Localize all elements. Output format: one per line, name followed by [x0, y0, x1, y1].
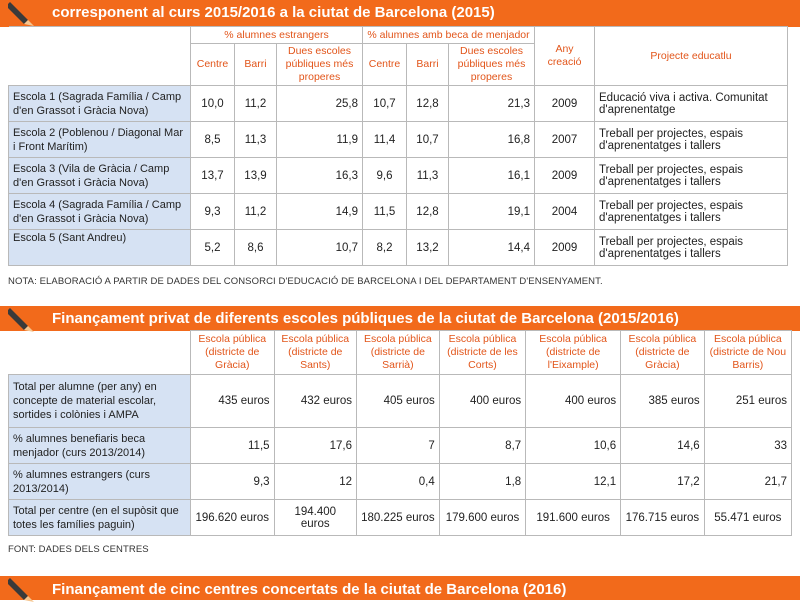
cell-value: 17,6: [274, 428, 356, 464]
scholarship-barri-value: 12,8: [407, 194, 449, 230]
cell-value: 17,2: [621, 464, 705, 500]
cell-value: 7: [356, 428, 439, 464]
cell-value: 12: [274, 464, 356, 500]
scholarship-barri-value: 13,2: [407, 230, 449, 266]
scholarship-centre-value: 11,4: [363, 122, 407, 158]
scholarship-nearby-value: 21,3: [449, 86, 535, 122]
year-value: 2004: [535, 194, 595, 230]
school-name: Escola 1 (Sagrada Família / Camp d'en Grassot i Gràcia Nova): [9, 86, 191, 122]
nearby-schools-header: Dues escoles públiques més properes: [277, 44, 363, 86]
row-label: % alumnes benefiaris beca menjador (curs 2013/2014): [9, 428, 191, 464]
section1-note: NOTA: ELABORACIÓ A PARTIR DE DADES DEL CONSORCI D'EDUCACIÓ DE BARCELONA I DEL DEPARTAMENT D'ENSENYAMENT.: [8, 276, 603, 287]
cell-value: 435 euros: [191, 375, 275, 428]
project-value: Treball per projectes, espais d'aprenentatges i tallers: [595, 158, 788, 194]
year-value: 2009: [535, 86, 595, 122]
cell-value: 176.715 euros: [621, 500, 705, 536]
year-value: 2009: [535, 158, 595, 194]
foreign-barri-value: 8,6: [235, 230, 277, 266]
foreign-centre-value: 13,7: [191, 158, 235, 194]
foreign-centre-value: 10,0: [191, 86, 235, 122]
cell-value: 11,5: [191, 428, 275, 464]
cell-value: 251 euros: [704, 375, 791, 428]
table-corner: [9, 27, 191, 86]
cell-value: 33: [704, 428, 791, 464]
school-name: Escola 4 (Sagrada Família / Camp d'en Grassot i Gràcia Nova): [9, 194, 191, 230]
section2-title: Finançament privat de diferents escoles públiques de la ciutat de Barcelona (2015/2016): [52, 310, 679, 327]
cell-value: 14,6: [621, 428, 705, 464]
cell-value: 400 euros: [526, 375, 621, 428]
project-header: Projecte educatlu: [595, 27, 788, 86]
cell-value: 55.471 euros: [704, 500, 791, 536]
row-label: % alumnes estrangers (curs 2013/2014): [9, 464, 191, 500]
scholarship-centre-value: 11,5: [363, 194, 407, 230]
foreign-centre-value: 5,2: [191, 230, 235, 266]
column-header: Escola pública (districte de Sarrià): [356, 331, 439, 375]
scholarship-barri-value: 12,8: [407, 86, 449, 122]
school-comparison-table: [8, 26, 788, 266]
column-header: Escola pública (districte de Sants): [274, 331, 356, 375]
foreign-barri-value: 11,2: [235, 194, 277, 230]
scholarship-header: % alumnes amb beca de menjador: [363, 27, 535, 44]
foreign-barri-value: 13,9: [235, 158, 277, 194]
scholarship-nearby-value: 19,1: [449, 194, 535, 230]
year-value: 2009: [535, 230, 595, 266]
cell-value: 191.600 euros: [526, 500, 621, 536]
cell-value: 12,1: [526, 464, 621, 500]
cell-value: 21,7: [704, 464, 791, 500]
cell-value: 196.620 euros: [191, 500, 275, 536]
table-corner: [9, 331, 191, 375]
cell-value: 8,7: [439, 428, 525, 464]
cell-value: 400 euros: [439, 375, 525, 428]
foreign-nearby-value: 14,9: [277, 194, 363, 230]
table-row: [9, 194, 788, 230]
column-header: Escola pública (districte de l'Eixample): [526, 331, 621, 375]
table-row: [9, 500, 792, 536]
cell-value: 180.225 euros: [356, 500, 439, 536]
section2-source: FONT: DADES DELS CENTRES: [8, 544, 149, 555]
cell-value: 432 euros: [274, 375, 356, 428]
cell-value: 194.400 euros: [274, 500, 356, 536]
scholarship-nearby-value: 14,4: [449, 230, 535, 266]
section3-title: Finançament de cinc centres concertats de la ciutat de Barcelona (2016): [52, 581, 567, 598]
cell-value: 0,4: [356, 464, 439, 500]
foreign-nearby-value: 11,9: [277, 122, 363, 158]
column-header: Escola pública (districte de Nou Barris): [704, 331, 791, 375]
scholarship-barri-value: 10,7: [407, 122, 449, 158]
project-value: Treball per projectes, espais d'aprenentatges i tallers: [595, 230, 788, 266]
cell-value: 1,8: [439, 464, 525, 500]
column-header: Escola pública (districte de les Corts): [439, 331, 525, 375]
centre-header: Centre: [191, 44, 235, 86]
column-header: Escola pública (districte de Gràcia): [191, 331, 275, 375]
cell-value: 10,6: [526, 428, 621, 464]
table-row: [9, 428, 792, 464]
scholarship-nearby-value: 16,8: [449, 122, 535, 158]
school-name: Escola 2 (Poblenou / Diagonal Mar i Front Marítim): [9, 122, 191, 158]
foreign-barri-value: 11,2: [235, 86, 277, 122]
foreign-students-header: % alumnes estrangers: [191, 27, 363, 44]
project-value: Treball per projectes, espais d'aprenentatges i tallers: [595, 122, 788, 158]
foreign-centre-value: 9,3: [191, 194, 235, 230]
scholarship-centre-value: 8,2: [363, 230, 407, 266]
scholarship-centre-value: 9,6: [363, 158, 407, 194]
row-label: Total per centre (en el supòsit que totes les famílies paguin): [9, 500, 191, 536]
foreign-nearby-value: 10,7: [277, 230, 363, 266]
year-header: Any creació: [535, 27, 595, 86]
cell-value: 179.600 euros: [439, 500, 525, 536]
school-name: Escola 3 (Vila de Gràcia / Camp d'en Grassot i Gràcia Nova): [9, 158, 191, 194]
centre-header: Centre: [363, 44, 407, 86]
project-value: Educació viva i activa. Comunitat d'aprenentatge: [595, 86, 788, 122]
table-row: [9, 464, 792, 500]
table-row: [9, 375, 792, 428]
school-name: Escola 5 (Sant Andreu): [9, 230, 191, 266]
cell-value: 9,3: [191, 464, 275, 500]
section1-title: corresponent al curs 2015/2016 a la ciutat de Barcelona (2015): [52, 4, 495, 21]
nearby-schools-header: Dues escoles públiques més properes: [449, 44, 535, 86]
foreign-centre-value: 8,5: [191, 122, 235, 158]
section1-banner: [0, 0, 800, 27]
barri-header: Barri: [235, 44, 277, 86]
foreign-nearby-value: 16,3: [277, 158, 363, 194]
section2-banner: [0, 306, 800, 331]
year-value: 2007: [535, 122, 595, 158]
foreign-barri-value: 11,3: [235, 122, 277, 158]
private-funding-table: [8, 330, 792, 536]
section3-banner: [0, 576, 800, 600]
table-row: [9, 158, 788, 194]
column-header: Escola pública (districte de Gràcia): [621, 331, 705, 375]
barri-header: Barri: [407, 44, 449, 86]
project-value: Treball per projectes, espais d'aprenentatges i tallers: [595, 194, 788, 230]
cell-value: 385 euros: [621, 375, 705, 428]
table-row: [9, 230, 788, 266]
pencil-icon: [8, 0, 36, 28]
scholarship-centre-value: 10,7: [363, 86, 407, 122]
scholarship-nearby-value: 16,1: [449, 158, 535, 194]
table-row: [9, 86, 788, 122]
foreign-nearby-value: 25,8: [277, 86, 363, 122]
cell-value: 405 euros: [356, 375, 439, 428]
row-label: Total per alumne (per any) en concepte de material escolar, sortides i colònies i AMPA: [9, 375, 191, 428]
table-row: [9, 122, 788, 158]
scholarship-barri-value: 11,3: [407, 158, 449, 194]
